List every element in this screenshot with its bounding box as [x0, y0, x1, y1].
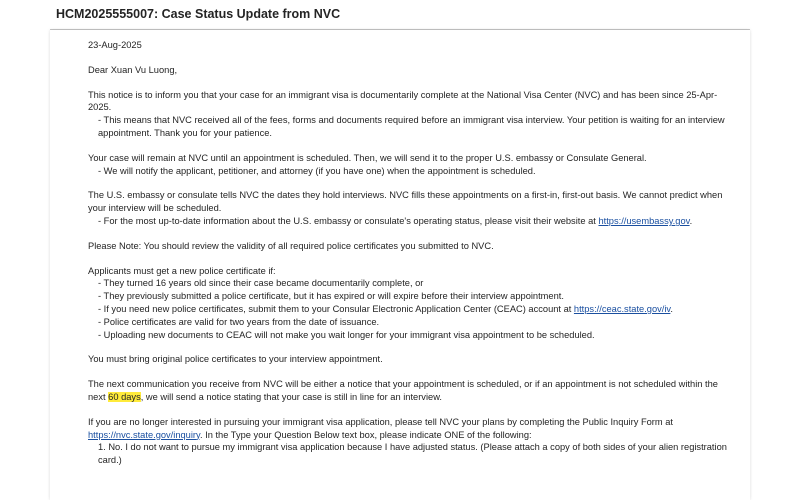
paragraph-please-note: Please Note: You should review the validity of all required police certificates you submitted to NVC.	[88, 240, 494, 251]
paragraph-text: Applicants must get a new police certificate if:	[88, 265, 276, 276]
email-date: 23-Aug-2025	[88, 40, 142, 50]
email-greeting: Dear Xuan Vu Luong,	[88, 64, 178, 75]
nvc-inquiry-link[interactable]: https://nvc.state.gov/inquiry	[88, 429, 200, 440]
email-body	[88, 39, 738, 479]
usembassy-link[interactable]: https://usembassy.gov	[598, 215, 690, 226]
bullet-fees-received: - This means that NVC received all of the fees, forms and documents required before an immigrant visa interview. Your petition is waiting for an interview appointment. Thank you for your patience.	[98, 115, 725, 138]
paragraph-text: The next communication you receive from NVC will be either a notice that your appointment is scheduled, or if an appointment is not scheduled within the next	[88, 379, 718, 402]
paragraph-text: Your case will remain at NVC until an appointment is scheduled. Then, we will send it to the proper U.S. embassy or Consulate General.	[88, 152, 647, 163]
bullet-text-end: .	[689, 215, 693, 226]
paragraph-public-inquiry	[88, 416, 738, 467]
bullet-turned-16: - They turned 16 years old since their case became documentarily complete, or	[98, 278, 424, 289]
option-adjusted-status: 1. No. I do not want to pursue my immigrant visa application because I have adjusted status. (Please attach a copy of both sides of your alien registration card.)	[98, 442, 727, 466]
bullet-notify: - We will notify the applicant, petitioner, and attorney (if you have one) when the appointment is scheduled.	[98, 165, 536, 176]
email-subject: HCM2025555007: Case Status Update from NVC	[56, 7, 341, 21]
bullet-text-end: .	[670, 303, 673, 314]
bullet-valid-two-years: - Police certificates are valid for two years from the date of issuance.	[98, 316, 380, 327]
paragraph-text-end: . In the Type your Question Below text box, please indicate ONE of the following:	[199, 429, 532, 440]
bullet-submit-ceac	[88, 303, 738, 316]
paragraph-bring-originals: You must bring original police certificates to your interview appointment.	[88, 354, 383, 365]
bullet-text: - For the most up-to-date information about the U.S. embassy or consulate's operating status, please visit their website at	[98, 215, 599, 226]
paragraph-interview-dates	[88, 189, 738, 227]
highlight-60-days: 60 days	[108, 391, 141, 402]
paragraph-text: This notice is to inform you that your case for an immigrant visa is documentarily complete at the National Visa Center (NVC) and has been since 25-Apr-2025.	[88, 89, 718, 113]
bullet-embassy-status	[88, 215, 738, 228]
paragraph-documentarily-complete	[88, 89, 738, 140]
paragraph-text-end: , we will send a notice stating that your case is still in line for an interview.	[140, 391, 442, 402]
paragraph-text: The U.S. embassy or consulate tells NVC the dates they hold interviews. NVC fills these appointments on a first-in, first-out basis. We cannot predict when your interview will be scheduled.	[88, 190, 723, 214]
paragraph-next-communication	[88, 378, 738, 404]
bullet-uploading-documents: - Uploading new documents to CEAC will not make you wait longer for your immigrant visa appointment to be scheduled.	[98, 329, 595, 340]
email-header	[0, 0, 800, 30]
bullet-expired-certificate: - They previously submitted a police certificate, but it has expired or will expire before their interview appointment.	[98, 291, 564, 302]
bullet-text: - If you need new police certificates, submit them to your Consular Electronic Application Center (CEAC) account at	[98, 303, 574, 314]
paragraph-police-certificates	[88, 265, 738, 342]
paragraph-remain-at-nvc	[88, 152, 738, 178]
paragraph-text: If you are no longer interested in pursuing your immigrant visa application, please tell NVC your plans by completing the Public Inquiry Form at	[88, 416, 673, 427]
ceac-link[interactable]: https://ceac.state.gov/iv	[573, 303, 671, 314]
